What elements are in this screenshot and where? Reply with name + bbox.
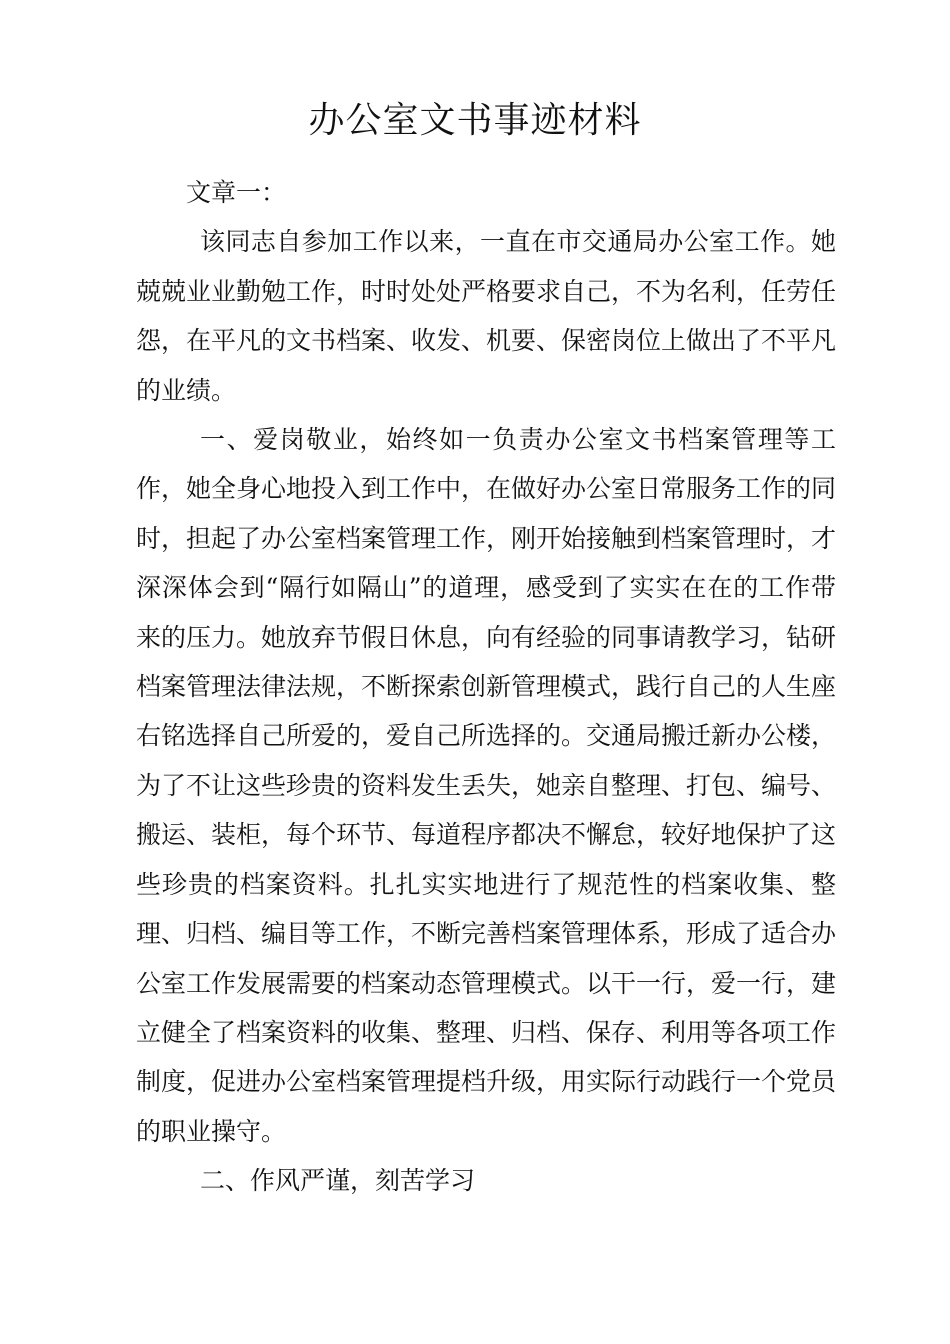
section-label: 文章一： (186, 178, 287, 207)
paragraph-dedication: 一、爱岗敬业，始终如一负责办公室文书档案管理等工作，她全身心地投入到工作中，在做好办公室日常服务工作的同时，担起了办公室档案管理工作，刚开始接触到档案管理时，才深深体会到“隔行如隔山”的道理，感受到了实实在在的工作带来的压力。她放弃节假日休息，向有经验的同事请教学习，钻研档案管理法律法规，不断探索创新管理模式，践行自己的人生座右铭选择自己所爱的，爱自己所选择的。交通局搬迁新办公楼，为了不让这些珍贵的资料发生丢失，她亲自整理、打包、编号、搬运、装柜，每个环节、每道程序都决不懈怠，较好地保护了这些珍贵的档案资料。扎扎实实地进行了规范性的档案收集、整理、归档、编目等工作，不断完善档案管理体系，形成了适合办公室工作发展需要的档案动态管理模式。以干一行，爱一行，建立健全了档案资料的收集、整理、归档、保存、利用等各项工作制度，促进办公室档案管理提档升级，用实际行动践行一个党员的职业操守。 (136, 425, 837, 1146)
document-body (136, 168, 836, 1206)
paragraph-intro: 该同志自参加工作以来，一直在市交通局办公室工作。她兢兢业业勤勉工作，时时处处严格要求自己，不为名利，任劳任怨，在平凡的文书档案、收发、机要、保密岗位上做出了不平凡的业绩。 (136, 227, 837, 405)
paragraph-heading-two: 二、作风严谨，刻苦学习 (200, 1166, 476, 1196)
document-title: 办公室文书事迹材料 (308, 100, 642, 141)
